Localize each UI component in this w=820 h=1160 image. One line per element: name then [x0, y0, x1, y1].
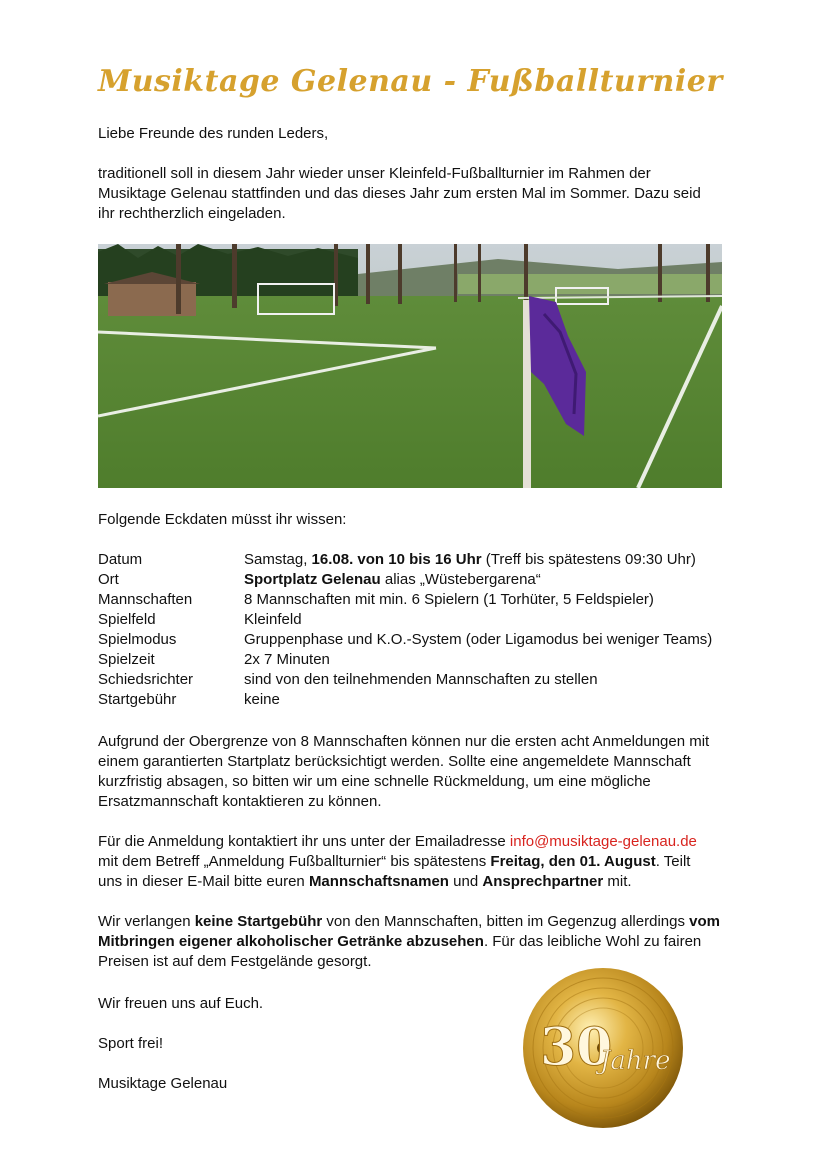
registration-text: mit dem Betreff „Anmeldung Fußballturnier“ bis spätestens	[98, 853, 491, 870]
limit-paragraph: Aufgrund der Obergrenze von 8 Mannschaften können nur die ersten acht Anmeldungen mit einem garantierten Startplatz berücksichtigt werden. Sollte eine angemeldete Mannschaft kurzfristig absagen, so bitten wir um eine schnelle Rückmeldung, um eine mögliche Ersatzmannschaft kontaktieren zu können.	[98, 733, 710, 810]
fee-paragraph	[98, 912, 726, 972]
facts-table	[98, 550, 738, 710]
football-field-photo	[98, 244, 722, 488]
fee-text: . Für das leibliche Wohl zu fairen Preisen ist auf dem Festgelände gesorgt.	[98, 933, 702, 970]
email-link[interactable]: info@musiktage-gelenau.de	[509, 833, 697, 850]
registration-bold: Ansprechpartner	[482, 873, 604, 890]
facts-intro: Folgende Eckdaten müsst ihr wissen:	[98, 511, 347, 528]
page-title: Musiktage Gelenau - Fußballturnier	[98, 64, 723, 99]
greeting: Liebe Freunde des runden Leders,	[98, 125, 329, 142]
fee-text: Wir verlangen	[98, 913, 195, 930]
fact-key: Spielzeit	[98, 651, 155, 668]
fact-row-ort	[98, 570, 738, 590]
fact-value: Gruppenphase und K.O.-System (oder Ligamodus bei weniger Teams)	[244, 631, 713, 648]
fact-key: Schiedsrichter	[98, 671, 194, 688]
registration-text: mit.	[603, 873, 632, 890]
sport-frei: Sport frei!	[98, 1035, 164, 1052]
anniversary-badge	[520, 965, 686, 1131]
fact-row-datum	[98, 550, 738, 570]
badge-number: 30	[540, 1017, 613, 1078]
fact-text: Samstag,	[244, 551, 312, 568]
registration-bold: Mannschaftsnamen	[308, 873, 449, 890]
fee-bold: keine Startgebühr	[194, 913, 323, 930]
fact-value: Kleinfeld	[244, 611, 302, 628]
fact-key: Startgebühr	[98, 691, 177, 708]
signature: Musiktage Gelenau	[98, 1075, 228, 1092]
fact-value: 8 Mannschaften mit min. 6 Spielern (1 Torhüter, 5 Feldspieler)	[244, 591, 654, 608]
registration-text: und	[448, 873, 483, 890]
fee-bold: vom Mitbringen eigener alkoholischer Getränke abzusehen	[98, 913, 720, 950]
fact-key: Spielmodus	[98, 631, 177, 648]
fact-row-startgebuehr	[98, 690, 738, 710]
fact-value: keine	[244, 691, 280, 708]
closing-line: Wir freuen uns auf Euch.	[98, 995, 264, 1012]
fact-key: Ort	[98, 571, 119, 588]
fact-text: alias „Wüstebergarena“	[380, 571, 541, 588]
intro-paragraph: traditionell soll in diesem Jahr wieder unser Kleinfeld-Fußballturnier im Rahmen der Musiktage Gelenau stattfinden und das dieses Jahr zum ersten Mal im Sommer. Dazu seid ihr rechtherzlich eingeladen.	[98, 165, 701, 222]
fact-key: Mannschaften	[98, 591, 193, 608]
registration-text: Für die Anmeldung kontaktiert ihr uns unter der Emailadresse	[98, 833, 510, 850]
fact-row-mannschaften	[98, 590, 738, 610]
fact-row-spielfeld	[98, 610, 738, 630]
fact-key: Datum	[98, 551, 143, 568]
fact-value: sind von den teilnehmenden Mannschaften zu stellen	[244, 671, 598, 688]
registration-paragraph	[98, 832, 718, 892]
fact-bold: Sportplatz Gelenau	[244, 571, 381, 588]
fee-text: von den Mannschaften, bitten im Gegenzug allerdings	[322, 913, 690, 930]
fact-row-spielzeit	[98, 650, 738, 670]
fact-row-spielmodus	[98, 630, 738, 650]
registration-text: . Teilt uns in dieser E-Mail bitte euren	[98, 853, 691, 890]
fact-text: (Treff bis spätestens 09:30 Uhr)	[481, 551, 696, 568]
gold-record-icon	[520, 965, 686, 1131]
fact-value: 2x 7 Minuten	[244, 651, 330, 668]
registration-deadline: Freitag, den 01. August	[490, 853, 656, 870]
fact-key: Spielfeld	[98, 611, 156, 628]
fact-value	[244, 550, 738, 570]
fact-bold: 16.08. von 10 bis 16 Uhr	[311, 551, 482, 568]
badge-word: Jahre	[600, 1046, 671, 1076]
fact-value	[244, 570, 738, 590]
fact-row-schiedsrichter	[98, 670, 738, 690]
